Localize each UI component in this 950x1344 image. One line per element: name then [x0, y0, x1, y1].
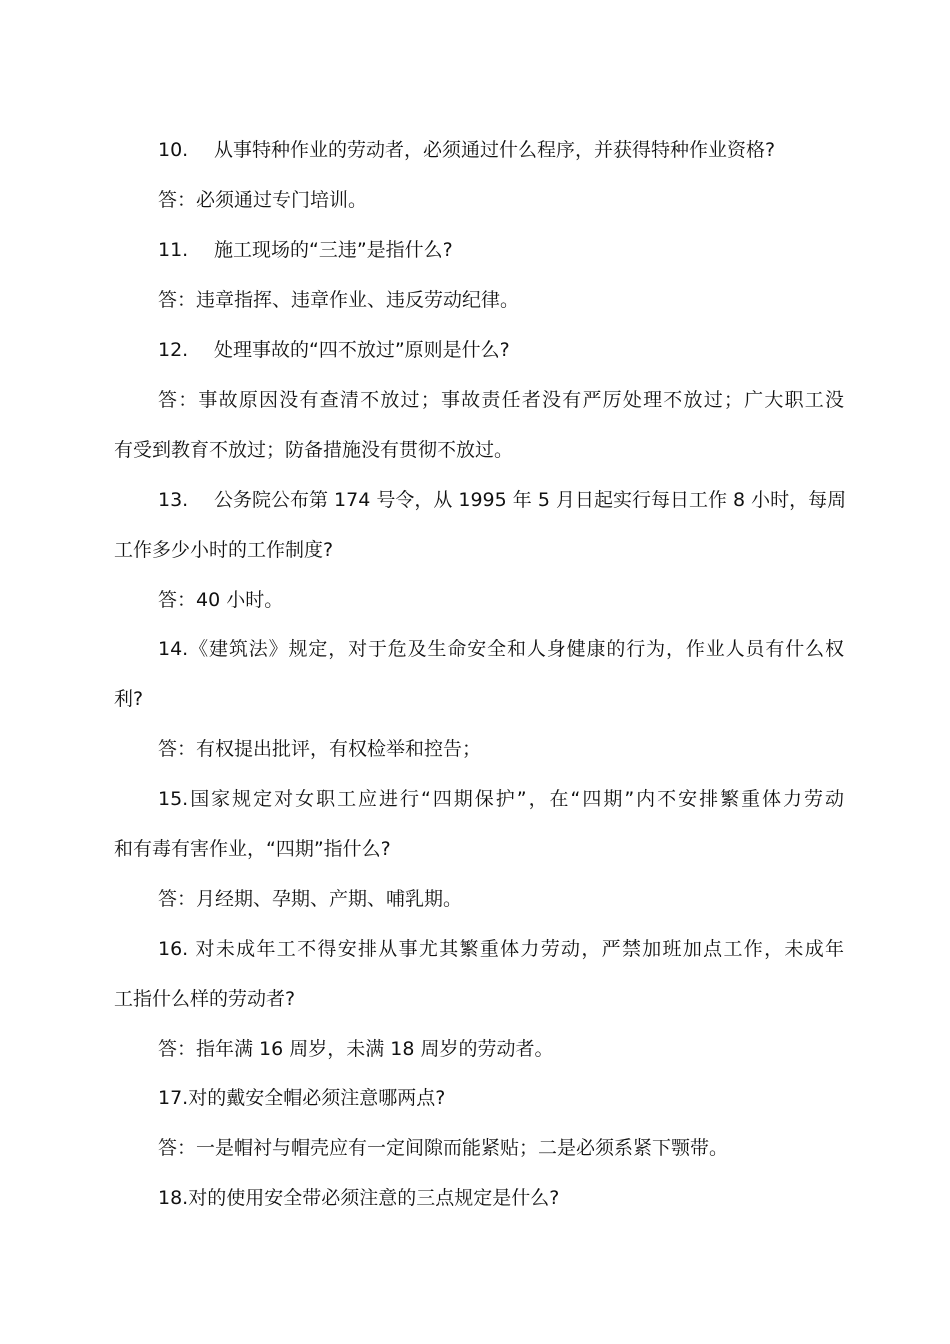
answer-16: 答：指年满 16 周岁，未满 18 周岁的劳动者。: [158, 1038, 554, 1060]
question-text: 处理事故的“四不放过”原则是什么?: [214, 339, 510, 361]
question-text: 公务院公布第 174 号令，从 1995 年 5 月日起实行每日工作 8 小时，每周: [214, 489, 847, 511]
question-14-line-1: 14.《建筑法》规定，对于危及生命安全和人身健康的行为，作业人员有什么权: [158, 638, 844, 660]
answer-10: 答：必须通过专门培训。: [158, 189, 368, 211]
question-15-line-1: 15.国家规定对女职工应进行“四期保护”，在“四期”内不安排繁重体力劳动: [158, 788, 844, 810]
question-text: 从事特种作业的劳动者，必须通过什么程序，并获得特种作业资格?: [214, 139, 776, 161]
question-10: [158, 137, 775, 163]
question-number: 12.: [158, 339, 189, 361]
answer-15: 答：月经期、孕期、产期、哺乳期。: [158, 888, 463, 910]
answer-13: 答：40 小时。: [158, 589, 284, 611]
question-13-line-2: 工作多少小时的工作制度?: [114, 539, 334, 561]
question-14-line-2: 利?: [114, 688, 144, 710]
question-15-line-2: 和有毒有害作业，“四期”指什么?: [114, 838, 391, 860]
question-16-line-2: 工指什么样的劳动者?: [114, 988, 296, 1010]
question-13: [158, 487, 847, 513]
question-11: [158, 237, 453, 263]
question-18: 18.对的使用安全带必须注意的三点规定是什么?: [158, 1187, 560, 1209]
answer-12-line-2: 有受到教育不放过；防备措施没有贯彻不放过。: [114, 439, 514, 461]
question-17: 17.对的戴安全帽必须注意哪两点?: [158, 1087, 446, 1109]
question-number: 11.: [158, 239, 189, 261]
answer-14: 答：有权提出批评，有权检举和控告；: [158, 738, 482, 760]
question-12: [158, 337, 510, 363]
question-text: 施工现场的“三违”是指什么?: [214, 239, 453, 261]
question-16-line-1: 16. 对未成年工不得安排从事尤其繁重体力劳动，严禁加班加点工作，未成年: [158, 938, 844, 960]
question-number: 13.: [158, 489, 189, 511]
answer-12-line-1: 答：事故原因没有查清不放过；事故责任者没有严厉处理不放过；广大职工没: [158, 389, 844, 411]
question-number: 10.: [158, 139, 189, 161]
answer-17: 答：一是帽衬与帽壳应有一定间隙而能紧贴；二是必须系紧下颚带。: [158, 1137, 729, 1159]
answer-11: 答：违章指挥、违章作业、违反劳动纪律。: [158, 289, 520, 311]
